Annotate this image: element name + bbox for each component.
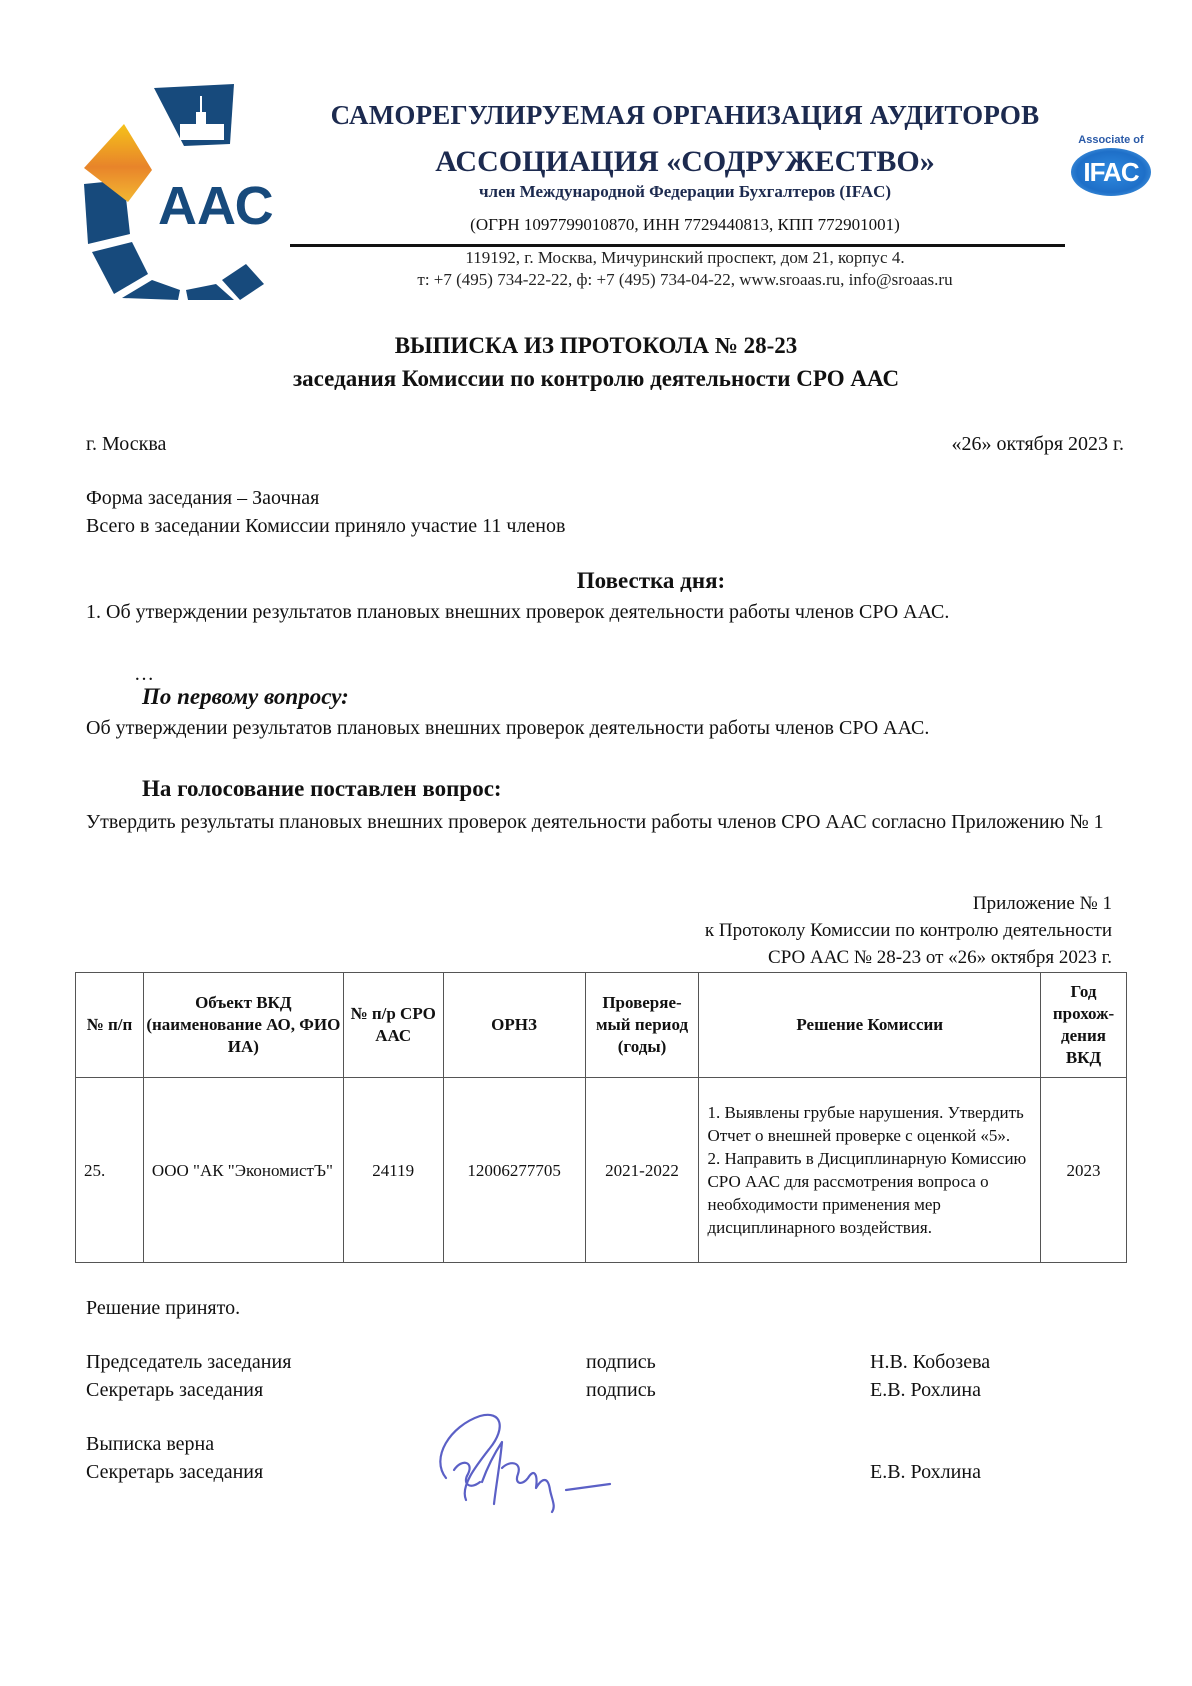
cell-decision (699, 1078, 1041, 1263)
members-count: Всего в заседании Комиссии приняло участие 11 членов (86, 515, 566, 537)
handwritten-signature (410, 1408, 630, 1518)
col-header-year: Год прохож-дения ВКД (1041, 973, 1127, 1078)
header-divider (290, 244, 1065, 247)
meeting-form: Форма заседания – Заочная (86, 487, 320, 509)
col-header-ornz: ОРНЗ (443, 973, 585, 1078)
inspection-results-table (75, 972, 1127, 1263)
org-membership: член Международной Федерации Бухгалтеров (IFAC) (478, 182, 892, 201)
vote-text: Утвердить результаты плановых внешних проверок деятельности работы членов СРО ААС согласно Приложению № 1 (86, 811, 1104, 833)
signature-placeholder: подпись (586, 1379, 656, 1401)
cell-ornz: 12006277705 (443, 1078, 585, 1263)
city: г. Москва (86, 433, 167, 455)
vote-heading: На голосование поставлен вопрос: (142, 776, 502, 801)
cell-reg-no: 24119 (343, 1078, 443, 1263)
appendix-line: Приложение № 1 (972, 893, 1112, 914)
signature-row-chair (86, 1348, 1126, 1376)
ifac-associate-label: Associate of (1078, 134, 1144, 146)
org-address: 119192, г. Москва, Мичуринский проспект, дом 21, корпус 4. (465, 248, 905, 267)
ifac-logo (1068, 134, 1154, 204)
meeting-date: «26» октября 2023 г. (951, 433, 1124, 455)
cell-number: 25. (76, 1078, 144, 1263)
col-header-reg-no: № п/р СРО ААС (343, 973, 443, 1078)
aac-logo (84, 84, 294, 300)
col-header-number: № п/п (76, 973, 144, 1078)
org-registration-ids: (ОГРН 1097799010870, ИНН 7729440813, КПП 772901001) (470, 215, 900, 234)
cell-period: 2021-2022 (585, 1078, 699, 1263)
col-header-period: Проверяе-мый период (годы) (585, 973, 699, 1078)
org-contacts: т: +7 (495) 734-22-22, ф: +7 (495) 734-04-22, www.sroaas.ru, info@sroaas.ru (417, 270, 953, 289)
signatory-name: Е.В. Рохлина (870, 1461, 981, 1483)
cell-object: ООО "АК "ЭкономистЪ" (143, 1078, 343, 1263)
decision-point-1: 1. Выявлены грубые нарушения. Утвердить Отчет о внешней проверке с оценкой «5». (707, 1103, 1024, 1145)
agenda-heading: Повестка дня: (576, 568, 726, 593)
signature-row-secretary (86, 1376, 1126, 1404)
decision-statement: Решение принято. (86, 1297, 241, 1319)
signature-placeholder: подпись (586, 1351, 656, 1373)
appendix-reference (705, 890, 1112, 971)
appendix-line: СРО ААС № 28-23 от «26» октября 2023 г. (768, 947, 1112, 968)
signatory-name: Е.В. Рохлина (870, 1379, 981, 1401)
org-name-line: САМОРЕГУЛИРУЕМАЯ ОРГАНИЗАЦИЯ АУДИТОРОВ (330, 100, 1040, 130)
decision-point-2: 2. Направить в Дисциплинарную Комиссию СРО ААС для рассмотрения вопроса о необходимости применения мер дисциплинарного воздействия. (707, 1149, 1027, 1237)
first-question-text: Об утверждении результатов плановых внешних проверок деятельности работы членов СРО ААС. (86, 717, 930, 739)
omission-ellipsis: … (134, 663, 154, 685)
document-title: ВЫПИСКА ИЗ ПРОТОКОЛА № 28-23 (394, 333, 798, 358)
signatory-name: Н.В. Кобозева (870, 1351, 991, 1373)
signatory-role: Председатель заседания (86, 1351, 292, 1373)
verified-statement: Выписка верна (86, 1433, 215, 1455)
org-association-name: АССОЦИАЦИЯ «СОДРУЖЕСТВО» (435, 145, 935, 178)
table-header-row (76, 973, 1127, 1078)
first-question-heading: По первому вопросу: (142, 684, 349, 709)
ifac-mark-icon: IFAC (1071, 148, 1151, 196)
signatory-role: Секретарь заседания (86, 1379, 264, 1401)
logo-text: ААС (158, 176, 274, 236)
agenda-item: 1. Об утверждении результатов плановых внешних проверок деятельности работы членов СРО ААС. (86, 601, 950, 623)
signatory-role: Секретарь заседания (86, 1461, 264, 1483)
table-row (76, 1078, 1127, 1263)
col-header-object: Объект ВКД (наименование АО, ФИО ИА) (143, 973, 343, 1078)
document-subtitle: заседания Комиссии по контролю деятельности СРО ААС (292, 366, 900, 391)
cell-year: 2023 (1041, 1078, 1127, 1263)
appendix-line: к Протоколу Комиссии по контролю деятельности (704, 920, 1112, 941)
col-header-decision: Решение Комиссии (699, 973, 1041, 1078)
